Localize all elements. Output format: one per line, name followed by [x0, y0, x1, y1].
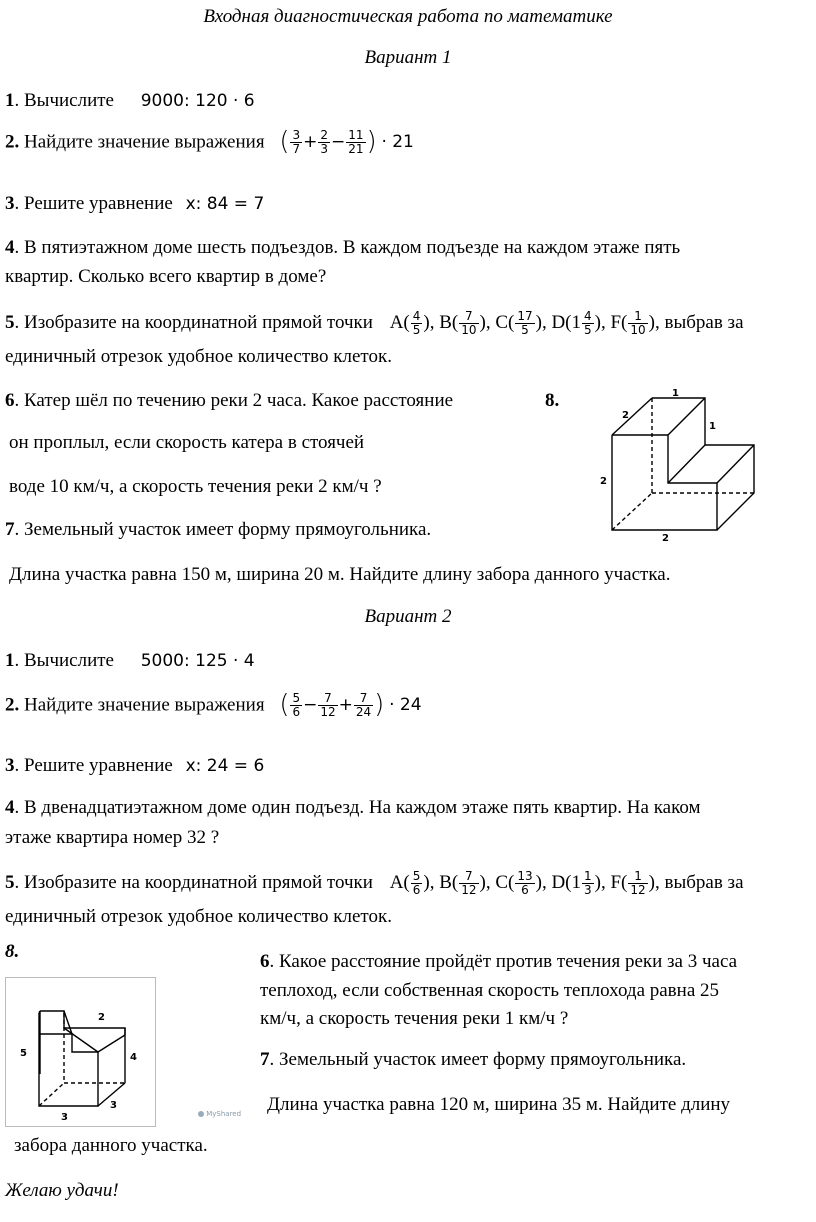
- fraction-numerator: 1: [584, 869, 592, 883]
- v2-step-prism-figure: [6, 978, 156, 1126]
- v2-task-4-line-2: этаже квартира номер 32 ?: [5, 827, 220, 848]
- v1-task-5: 5. Изобразите на координатной прямой точки A( $\frac{4}{5}$ ), B( $\frac{7}{10}$ ), C( $\frac{17}{5}$ ), D(1 $\frac{4}{5}$ ), F( $\frac{1}{10}$ ), выбрав за: [5, 309, 744, 338]
- fraction-numerator: 1: [628, 870, 647, 884]
- point-label: ), C(: [479, 872, 515, 894]
- v1-figure-dim-height: 2: [600, 476, 607, 487]
- v2-task-4-line-1: 4. В двенадцатиэтажном доме один подъезд. На каждом этаже пять квартир. На каком: [5, 797, 701, 818]
- document-title: Входная диагностическая работа по математике: [203, 6, 613, 27]
- v2-task-5: 5. Изобразите на координатной прямой точки A( $\frac{5}{6}$ ), B( $\frac{7}{12}$ ), C( $\frac{13}{6}$ ), D(1 $\frac{1}{3}$ ), F( $\frac{1}{12}$ ), выбрав за: [5, 869, 744, 898]
- v2-task-7-line-3: забора данного участка.: [14, 1135, 208, 1156]
- fraction-numerator: 5: [412, 869, 421, 883]
- point-label: ), D(: [535, 312, 572, 334]
- v1-task-4-line-2: квартир. Сколько всего квартир в доме?: [5, 266, 327, 287]
- point-fraction: [411, 310, 423, 337]
- closing-wish: Желаю удачи!: [5, 1180, 119, 1201]
- v1-step-prism-figure: [592, 385, 768, 545]
- v2-task-7-line-1: 7. Земельный участок имеет форму прямоугольника.: [260, 1049, 687, 1070]
- point-label: ), D(: [535, 872, 572, 894]
- fraction-numerator: 4: [584, 309, 592, 323]
- v1-task-2-expression: ( $\frac{3}{7}$ + $\frac{2}{3}$ − $\frac{11}{21}$ ) · 21: [279, 127, 414, 157]
- fraction-denominator: 12: [461, 883, 477, 898]
- v2-task-5-points: [389, 869, 649, 898]
- fraction-numerator: 17: [517, 309, 533, 323]
- v2-task-1: 1. Вычислите 5000: 125 · 4: [5, 650, 255, 671]
- v1-task-6-line-1: 6. Катер шёл по течению реки 2 часа. Какое расстояние: [5, 390, 454, 411]
- v1-figure-dim-depth: 2: [622, 410, 629, 421]
- v1-task-1: 1. Вычислите 9000: 120 · 6: [5, 90, 255, 111]
- v2-figure-dim-width: 3: [61, 1112, 68, 1123]
- v1-task-1-expression: 9000: 120 · 6: [140, 91, 255, 111]
- v2-figure-dim-height: 5: [20, 1048, 27, 1059]
- v2-task-8-label: 8.: [5, 941, 20, 962]
- v1-task-3-equation: x: 84 = 7: [185, 194, 265, 214]
- v2-task-6-line-2: теплоход, если собственная скорость теплохода равна 25: [260, 980, 720, 1001]
- point-fraction: [515, 310, 534, 337]
- v1-task-5-line-2: единичный отрезок удобное количество клеток.: [5, 346, 392, 367]
- point-whole-part: 1: [571, 312, 582, 334]
- fraction-numerator: 7: [459, 870, 478, 884]
- point-fraction: [628, 310, 647, 337]
- point-label: A(: [389, 872, 410, 894]
- v2-task-6-line-1: 6. Какое расстояние пройдёт против течения реки за 3 часа: [260, 951, 738, 972]
- point-fraction: [515, 870, 534, 897]
- point-label: ), B(: [423, 312, 459, 334]
- v1-task-3: 3. Решите уравнение x: 84 = 7: [5, 193, 265, 214]
- v1-figure-dim-top: 1: [672, 388, 679, 399]
- fraction-numerator: 1: [628, 310, 647, 324]
- v1-task-5-points: [389, 309, 649, 338]
- v2-figure-dim-side: 4: [130, 1052, 137, 1063]
- point-label: ), B(: [423, 872, 459, 894]
- fraction-numerator: 7: [459, 310, 478, 324]
- v2-task-2: 2. Найдите значение выражения ( $\frac{5}{6}$ − $\frac{7}{12}$ + $\frac{7}{24}$ ) · 24: [5, 690, 422, 720]
- point-label: ), F(: [594, 872, 628, 894]
- myshared-watermark: MyShared: [198, 1110, 241, 1118]
- v2-task-7-line-2: Длина участка равна 120 м, ширина 35 м. Найдите длину: [267, 1094, 731, 1115]
- v2-task-3-equation: x: 24 = 6: [185, 756, 265, 776]
- v2-task-3: 3. Решите уравнение x: 24 = 6: [5, 755, 265, 776]
- fraction-numerator: 13: [517, 869, 533, 883]
- fraction-denominator: 5: [412, 323, 421, 338]
- v1-task-8-label: 8.: [545, 390, 560, 411]
- variant-1-heading: Вариант 1: [364, 47, 452, 68]
- variant-2-heading: Вариант 2: [364, 606, 452, 627]
- v1-task-4-line-1: 4. В пятиэтажном доме шесть подъездов. В каждом подъезде на каждом этаже пять: [5, 237, 681, 258]
- v2-figure-dim-depth: 3: [110, 1100, 117, 1111]
- fraction-denominator: 6: [521, 883, 529, 898]
- v1-task-7-line-1: 7. Земельный участок имеет форму прямоугольника.: [5, 519, 432, 540]
- v2-task-1-expression: 5000: 125 · 4: [140, 651, 255, 671]
- v1-task-2: 2. Найдите значение выражения ( $\frac{3}{7}$ + $\frac{2}{3}$ − $\frac{11}{21}$ ) · 21: [5, 127, 414, 157]
- point-fraction: [582, 870, 594, 897]
- fraction-denominator: 12: [630, 883, 646, 898]
- point-fraction: [582, 310, 594, 337]
- v1-task-6-line-3: воде 10 км/ч, а скорость течения реки 2 км/ч ?: [9, 476, 382, 497]
- point-whole-part: 1: [571, 872, 582, 894]
- v2-figure-dim-top: 2: [98, 1012, 105, 1023]
- point-fraction: [459, 310, 478, 337]
- watermark-logo-icon: [198, 1111, 204, 1117]
- v2-task-2-expression: ( $\frac{5}{6}$ − $\frac{7}{12}$ + $\frac{7}{24}$ ) · 24: [279, 690, 422, 720]
- point-label: A(: [389, 312, 410, 334]
- v2-task-6-line-3: км/ч, а скорость течения реки 1 км/ч ?: [260, 1008, 569, 1029]
- fraction-numerator: 4: [412, 309, 421, 323]
- fraction-denominator: 6: [412, 883, 421, 898]
- point-fraction: [628, 870, 647, 897]
- v1-task-7-line-2: Длина участка равна 150 м, ширина 20 м. Найдите длину забора данного участка.: [9, 564, 671, 585]
- point-label: ), F(: [594, 312, 628, 334]
- point-fraction: [459, 870, 478, 897]
- v1-task-6-line-2: он проплыл, если скорость катера в стоячей: [9, 432, 365, 453]
- point-fraction: [411, 870, 423, 897]
- fraction-denominator: 10: [630, 323, 646, 338]
- fraction-denominator: 5: [584, 323, 592, 338]
- point-label: ), C(: [479, 312, 515, 334]
- v2-task-5-line-2: единичный отрезок удобное количество клеток.: [5, 906, 392, 927]
- fraction-denominator: 5: [521, 323, 529, 338]
- v1-figure-dim-width: 2: [662, 533, 669, 544]
- fraction-denominator: 10: [461, 323, 477, 338]
- v2-figure-frame: [5, 977, 156, 1127]
- fraction-denominator: 3: [584, 883, 592, 898]
- v1-figure-dim-step: 1: [709, 421, 716, 432]
